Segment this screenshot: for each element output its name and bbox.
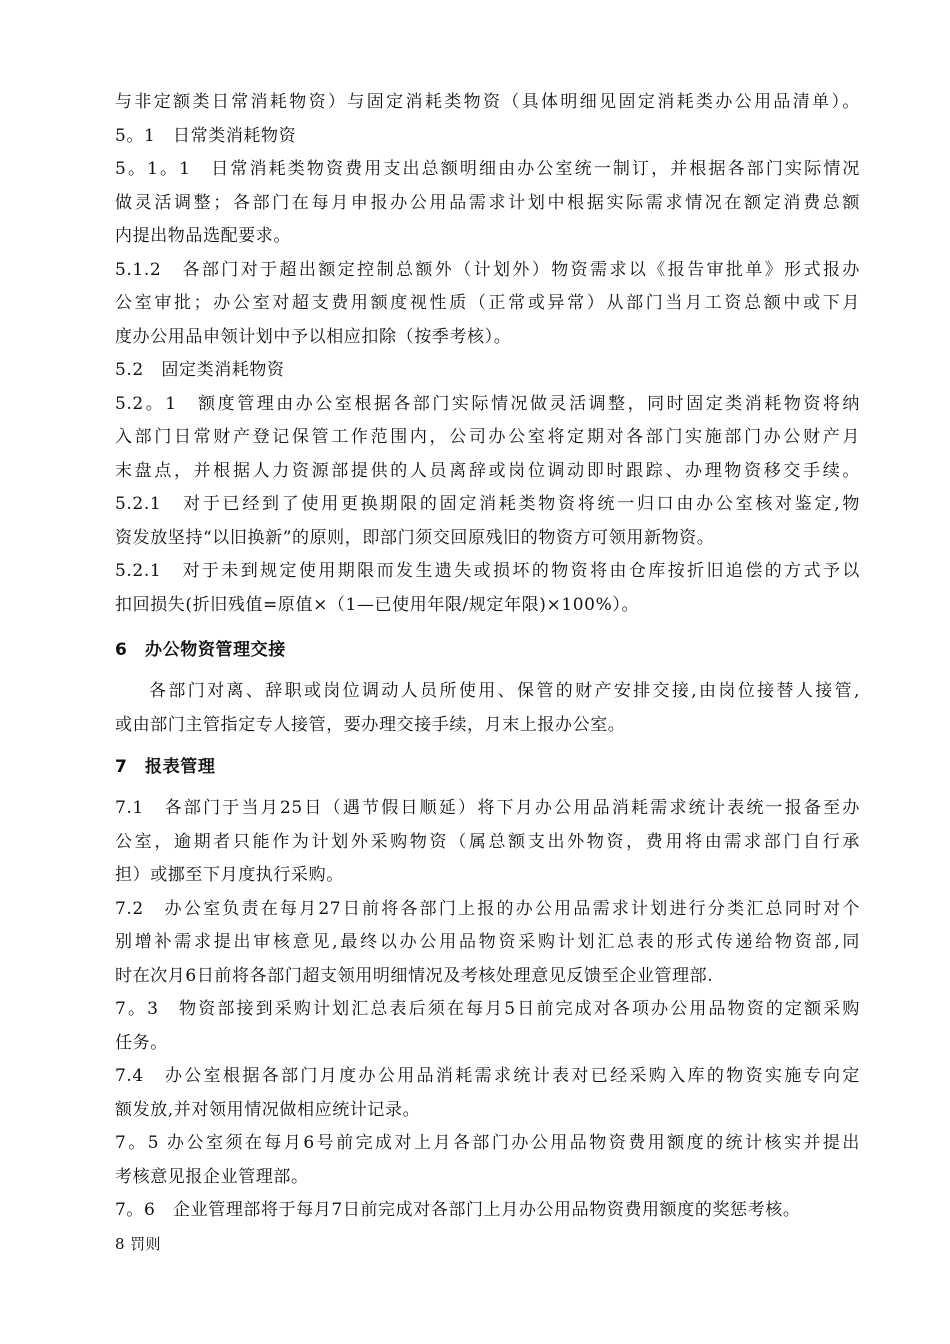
text-line: 担）或挪至下月度执行采购。	[115, 865, 344, 885]
text-line: 7。5 办公室须在每月6号前完成对上月各部门办公用品物资费用额度的统计核实并提出	[115, 1133, 860, 1153]
text-line: 扣回损失(折旧残值=原值×（1—已使用年限/规定年限)×100%）。	[115, 594, 640, 615]
text-line: 5。1。1 日常消耗类物资费用支出总额明细由办公室统一制订，并根据各部门实际情况	[115, 159, 860, 179]
text-line: 额发放,并对领用情况做相应统计记录。	[115, 1099, 421, 1120]
text-line: 5.2.1 对于未到规定使用期限而发生遗失或损坏的物资将由仓库按折旧追偿的方式予以	[115, 561, 860, 581]
text-line: 5.2.1 对于已经到了使用更换期限的固定消耗类物资将统一归口由办公室核对鉴定,物	[115, 494, 860, 514]
document-body	[115, 86, 860, 1263]
text-line: 做灵活调整；各部门在每月申报办公用品需求计划中根据实际需求情况在额定消费总额	[115, 192, 860, 213]
text-line: 内提出物品选配要求。	[115, 226, 291, 246]
subsection-heading: 5.2 固定类消耗物资	[115, 360, 285, 380]
section-heading-7: 7 报表管理	[115, 757, 216, 777]
text-line: 5.2。1 额度管理由办公室根据各部门实际情况做灵活调整，同时固定类消耗物资将纳	[115, 393, 860, 414]
text-line: 资发放坚持“以旧换新”的原则，即部门须交回原残旧的物资方可领用新物资。	[115, 527, 715, 548]
text-line: 7.2 办公室负责在每月27日前将各部门上报的办公用品需求计划进行分类汇总同时对个	[115, 898, 860, 919]
text-line: 度办公用品申领计划中予以相应扣除（按季考核）。	[115, 326, 512, 347]
section-heading-6: 6 办公物资管理交接	[115, 640, 286, 660]
text-line: 别增补需求提出审核意见,最终以办公用品物资采购计划汇总表的形式传递给物资部,同	[115, 932, 860, 952]
text-line: 或由部门主管指定专人接管，要办理交接手续，月末上报办公室。	[115, 714, 626, 735]
text-line: 公室审批；办公室对超支费用额度视性质（正常或异常）从部门当月工资总额中或下月	[115, 293, 860, 313]
section-heading-8: 8 罚则	[115, 1234, 161, 1253]
text-line: 7。6 企业管理部将于每月7日前完成对各部门上月办公用品物资费用额度的奖惩考核。	[115, 1200, 801, 1220]
text-line: 各部门对离、辞职或岗位调动人员所使用、保管的财产安排交接,由岗位接替人接管,	[149, 681, 860, 701]
text-line: 与非定额类日常消耗物资）与固定消耗类物资（具体明细见固定消耗类办公用品清单）。	[115, 92, 860, 112]
text-line: 5.1.2 各部门对于超出额定控制总额外（计划外）物资需求以《报告审批单》形式报办	[115, 259, 860, 280]
text-line: 任务。	[115, 1032, 168, 1053]
text-line: 时在次月6日前将各部门超支领用明细情况及考核处理意见反馈至企业管理部.	[115, 965, 714, 986]
text-line: 公室，逾期者只能作为计划外采购物资（属总额支出外物资，费用将由需求部门自行承	[115, 831, 860, 852]
text-line: 7。3 物资部接到采购计划汇总表后须在每月5日前完成对各项办公用品物资的定额采购	[115, 999, 860, 1019]
text-line: 7.4 办公室根据各部门月度办公用品消耗需求统计表对已经采购入库的物资实施专向定	[115, 1066, 860, 1086]
text-line: 入部门日常财产登记保管工作范围内，公司办公室将定期对各部门实施部门办公财产月	[115, 427, 860, 447]
text-line: 考核意见报企业管理部。	[115, 1166, 309, 1187]
subsection-heading: 5。1 日常类消耗物资	[115, 125, 297, 146]
text-line: 7.1 各部门于当月25日（遇节假日顺延）将下月办公用品消耗需求统计表统一报备至办	[115, 798, 860, 818]
text-line: 末盘点，并根据人力资源部提供的人员离辞或岗位调动即时跟踪、办理物资移交手续。	[115, 460, 860, 481]
